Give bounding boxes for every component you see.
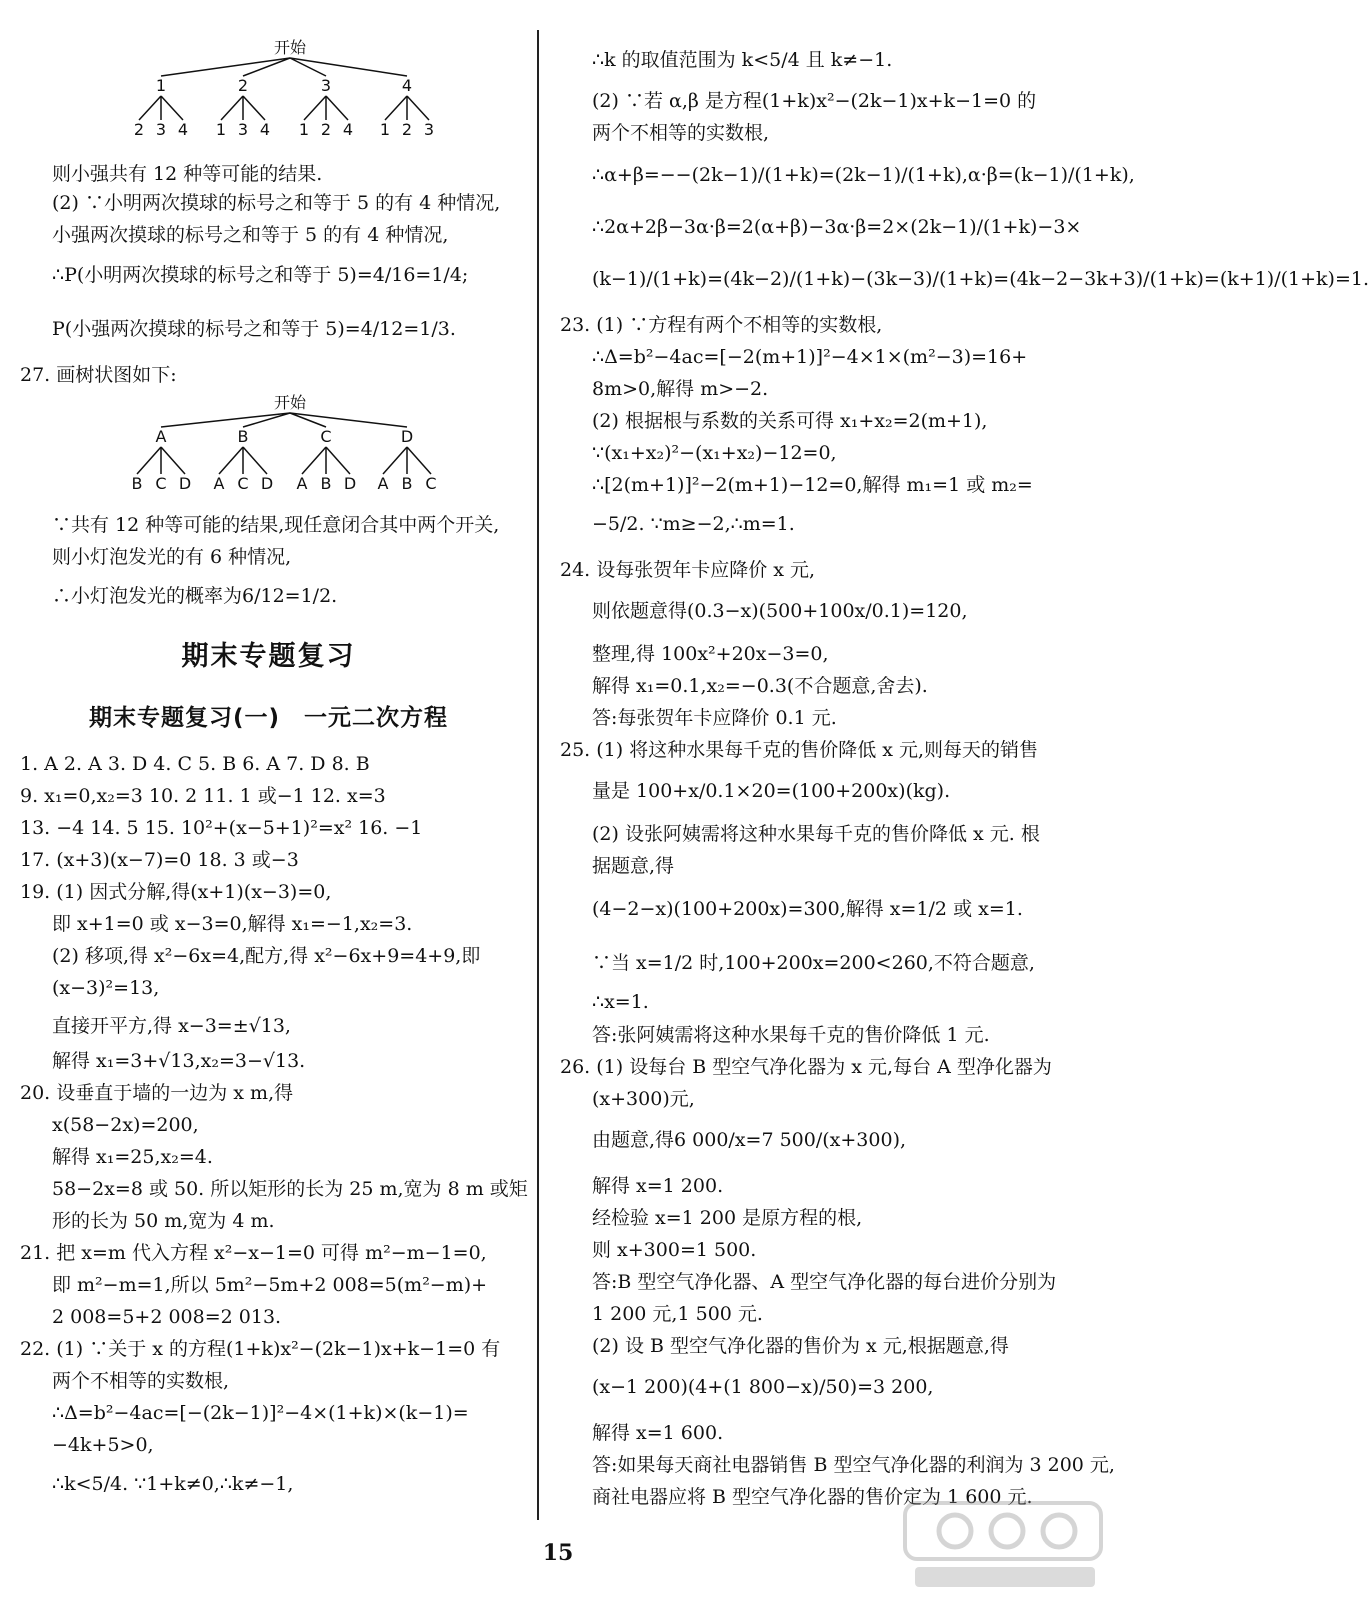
tree-branch <box>243 447 267 474</box>
right-line: −5/2. ∵m≥−2,∴m=1. <box>592 513 795 535</box>
left-line: 21. 把 x=m 代入方程 x²−x−1=0 可得 m²−m−1=0, <box>20 1242 487 1264</box>
right-line: 答:张阿姨需将这种水果每千克的售价降低 1 元. <box>592 1024 990 1046</box>
right-line: 23. (1) ∵方程有两个不相等的实数根, <box>560 314 883 336</box>
tree-node-label: D <box>400 427 414 446</box>
right-line: (k−1)/(1+k)=(4k−2)/(1+k)−(3k−3)/(1+k)=(4k−2−3k+3)/(1+k)=(k+1)/(1+k)=1. <box>592 268 1369 290</box>
left-line: P(小强两次摸球的标号之和等于 5)=4/12=1/3. <box>52 318 456 340</box>
left-line: (x−3)²=13, <box>52 977 160 999</box>
right-line: 解得 x₁=0.1,x₂=−0.3(不合题意,舍去). <box>592 675 928 697</box>
left-line: ∴P(小明两次摸球的标号之和等于 5)=4/16=1/4; <box>52 264 469 286</box>
right-line: 商社电器应将 B 型空气净化器的售价定为 1 600 元. <box>592 1486 1033 1508</box>
right-line: ∴Δ=b²−4ac=[−2(m+1)]²−4×1×(m²−3)=16+ <box>592 346 1028 368</box>
right-line: ∴α+β=−−(2k−1)/(1+k)=(2k−1)/(1+k),α·β=(k−1)/(1+k), <box>592 164 1135 186</box>
right-line: 答:如果每天商社电器销售 B 型空气净化器的利润为 3 200 元, <box>592 1454 1115 1476</box>
tree-leaf-label: A <box>377 474 389 493</box>
tree-leaf-label: 2 <box>320 120 332 139</box>
tree-root-label: 开始 <box>273 38 306 57</box>
right-line: 经检验 x=1 200 是原方程的根, <box>592 1207 863 1229</box>
tree-leaf-label: 1 <box>298 120 310 139</box>
tree-leaf-label: 3 <box>155 120 167 139</box>
page-number: 15 <box>542 1540 574 1566</box>
tree-branch <box>407 447 431 474</box>
left-line: 解得 x₁=25,x₂=4. <box>52 1146 213 1168</box>
right-line: 答:每张贺年卡应降价 0.1 元. <box>592 707 837 729</box>
left-line: 则小强共有 12 种等可能的结果. <box>52 163 323 185</box>
tree-leaf-label: 1 <box>215 120 227 139</box>
tree-leaf-label: 4 <box>342 120 354 139</box>
right-line: 答:B 型空气净化器、A 型空气净化器的每台进价分别为 <box>592 1271 1057 1293</box>
watermark-logo <box>895 1495 1110 1595</box>
tree-branch <box>161 58 290 76</box>
right-line: 1 200 元,1 500 元. <box>592 1303 763 1325</box>
left-line: 即 x+1=0 或 x−3=0,解得 x₁=−1,x₂=3. <box>52 913 413 935</box>
tree-node-label: 4 <box>401 76 413 95</box>
right-line: ∴2α+2β−3α·β=2(α+β)−3α·β=2×(2k−1)/(1+k)−3× <box>592 216 1082 238</box>
tree-branch <box>221 96 243 120</box>
left-line: (2) 移项,得 x²−6x=4,配方,得 x²−6x+9=4+9,即 <box>52 945 481 967</box>
right-line: ∴[2(m+1)]²−2(m+1)−12=0,解得 m₁=1 或 m₂= <box>592 474 1033 496</box>
tree-leaf-label: D <box>178 474 192 493</box>
right-line: ∴k 的取值范围为 k<5/4 且 k≠−1. <box>592 49 893 71</box>
tree-leaf-label: C <box>237 474 249 493</box>
left-line: 58−2x=8 或 50. 所以矩形的长为 25 m,宽为 8 m 或矩 <box>52 1178 528 1200</box>
tree-leaf-label: B <box>131 474 143 493</box>
tree-branch <box>243 96 265 120</box>
right-line: ∴x=1. <box>592 991 649 1013</box>
tree-node-label: 2 <box>237 76 249 95</box>
tree-branch <box>304 96 326 120</box>
tree-leaf-label: C <box>425 474 437 493</box>
right-line: ∵(x₁+x₂)²−(x₁+x₂)−12=0, <box>592 442 837 464</box>
right-line: (x−1 200)(4+(1 800−x)/50)=3 200, <box>592 1376 934 1398</box>
tree-leaf-label: A <box>213 474 225 493</box>
tree-leaf-label: 1 <box>379 120 391 139</box>
right-line: 24. 设每张贺年卡应降价 x 元, <box>560 559 816 581</box>
left-line: (2) ∵小明两次摸球的标号之和等于 5 的有 4 种情况, <box>52 192 501 214</box>
left-line: ∴小灯泡发光的概率为6/12=1/2. <box>52 585 338 607</box>
tree-branch <box>407 96 429 120</box>
tree-branch <box>219 447 243 474</box>
tree-branch <box>326 447 350 474</box>
right-line: 整理,得 100x²+20x−3=0, <box>592 643 829 665</box>
right-line: 则 x+300=1 500. <box>592 1239 757 1261</box>
tree-branch <box>383 447 407 474</box>
right-line: ∵当 x=1/2 时,100+200x=200<260,不符合题意, <box>592 952 1035 974</box>
left-line: 小强两次摸球的标号之和等于 5 的有 4 种情况, <box>52 224 449 246</box>
section-title: 期末专题复习 <box>181 641 356 672</box>
left-line: 两个不相等的实数根, <box>52 1370 230 1392</box>
tree-root-label: 开始 <box>273 393 306 412</box>
tree-leaf-label: 2 <box>401 120 413 139</box>
right-line: (x+300)元, <box>592 1088 695 1110</box>
right-line: (2) ∵若 α,β 是方程(1+k)x²−(2k−1)x+k−1=0 的 <box>592 90 1037 112</box>
tree-leaf-label: B <box>401 474 413 493</box>
right-line: 据题意,得 <box>592 855 675 877</box>
tree-leaf-label: 3 <box>237 120 249 139</box>
left-line: ∴k<5/4. ∵1+k≠0,∴k≠−1, <box>52 1473 294 1495</box>
tree-node-label: 1 <box>155 76 167 95</box>
tree-branch <box>161 96 183 120</box>
right-line: 由题意,得6 000/x=7 500/(x+300), <box>592 1129 907 1151</box>
tree-node-label: C <box>320 427 332 446</box>
right-line: 解得 x=1 200. <box>592 1175 724 1197</box>
tree-leaf-label: D <box>343 474 357 493</box>
tree-leaf-label: 4 <box>259 120 271 139</box>
tree-node-label: B <box>237 427 249 446</box>
tree-branch <box>326 96 348 120</box>
left-line: 19. (1) 因式分解,得(x+1)(x−3)=0, <box>20 881 332 903</box>
left-line: 形的长为 50 m,宽为 4 m. <box>52 1210 275 1232</box>
left-line: 即 m²−m=1,所以 5m²−5m+2 008=5(m²−m)+ <box>52 1274 488 1296</box>
left-line: ∴Δ=b²−4ac=[−(2k−1)]²−4×(1+k)×(k−1)= <box>52 1402 469 1424</box>
tree-leaf-label: C <box>155 474 167 493</box>
tree-branch <box>161 413 290 427</box>
left-line: 17. (x+3)(x−7)=0 18. 3 或−3 <box>20 849 299 871</box>
right-line: (2) 根据根与系数的关系可得 x₁+x₂=2(m+1), <box>592 410 988 432</box>
right-line: (2) 设 B 型空气净化器的售价为 x 元,根据题意,得 <box>592 1335 1009 1357</box>
right-line: 解得 x=1 600. <box>592 1422 724 1444</box>
left-line: −4k+5>0, <box>52 1434 154 1456</box>
tree-branch <box>139 96 161 120</box>
tree-leaf-label: 3 <box>423 120 435 139</box>
left-line: 直接开平方,得 x−3=±√13, <box>52 1015 291 1037</box>
tree-branch <box>302 447 326 474</box>
left-line: 22. (1) ∵关于 x 的方程(1+k)x²−(2k−1)x+k−1=0 有 <box>20 1338 501 1360</box>
left-line: x(58−2x)=200, <box>52 1114 199 1136</box>
tree-leaf-label: A <box>296 474 308 493</box>
tree-leaf-label: 2 <box>133 120 145 139</box>
left-line: 则小灯泡发光的有 6 种情况, <box>52 546 292 568</box>
left-line: 1. A 2. A 3. D 4. C 5. B 6. A 7. D 8. B <box>20 753 370 775</box>
right-line: 两个不相等的实数根, <box>592 122 770 144</box>
right-line: (4−2−x)(100+200x)=300,解得 x=1/2 或 x=1. <box>592 898 1023 920</box>
right-line: 量是 100+x/0.1×20=(100+200x)(kg). <box>592 780 951 802</box>
tree-lines <box>0 0 1 1</box>
right-line: (2) 设张阿姨需将这种水果每千克的售价降低 x 元. 根 <box>592 823 1040 845</box>
tree-node-label: 3 <box>320 76 332 95</box>
right-line: 8m>0,解得 m>−2. <box>592 378 769 400</box>
right-line: 26. (1) 设每台 B 型空气净化器为 x 元,每台 A 型净化器为 <box>560 1056 1052 1078</box>
column-divider <box>537 30 539 1520</box>
left-line: 20. 设垂直于墙的一边为 x m,得 <box>20 1082 294 1104</box>
tree-node-label: A <box>155 427 167 446</box>
right-line: 则依题意得(0.3−x)(500+100x/0.1)=120, <box>592 600 968 622</box>
tree-leaf-label: 4 <box>177 120 189 139</box>
tree-leaf-label: B <box>320 474 332 493</box>
subsection-title: 期末专题复习(一) 一元二次方程 <box>88 705 449 731</box>
tree-leaf-label: D <box>260 474 274 493</box>
tree-branch <box>137 447 161 474</box>
left-line: 解得 x₁=3+√13,x₂=3−√13. <box>52 1050 306 1072</box>
left-line: ∵共有 12 种等可能的结果,现任意闭合其中两个开关, <box>52 514 500 536</box>
left-line: 2 008=5+2 008=2 013. <box>52 1306 282 1328</box>
left-line: 9. x₁=0,x₂=3 10. 2 11. 1 或−1 12. x=3 <box>20 785 386 807</box>
tree-branch <box>385 96 407 120</box>
left-line: 13. −4 14. 5 15. 10²+(x−5+1)²=x² 16. −1 <box>20 817 423 839</box>
left-line: 27. 画树状图如下: <box>20 364 177 386</box>
tree-branch <box>161 447 185 474</box>
right-line: 25. (1) 将这种水果每千克的售价降低 x 元,则每天的销售 <box>560 739 1039 761</box>
